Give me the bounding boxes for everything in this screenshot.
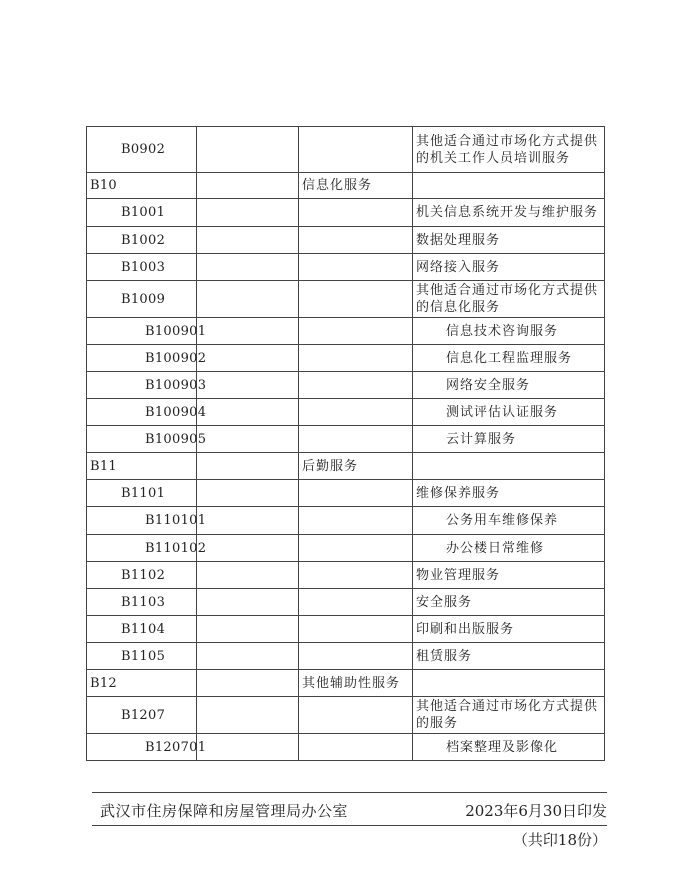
table-row <box>87 535 605 562</box>
code-cell: B1001 <box>87 199 197 227</box>
code-cell: B12 <box>87 670 197 697</box>
table-row <box>87 372 605 399</box>
table-row <box>87 507 605 535</box>
service-name-cell: 其他适合通过市场化方式提供的信息化服务 <box>413 281 605 318</box>
empty-cell <box>197 127 299 173</box>
code-cell: B1102 <box>87 562 197 589</box>
table-row <box>87 281 605 318</box>
service-name-cell: 机关信息系统开发与维护服务 <box>413 199 605 227</box>
service-catalog-table <box>86 126 605 761</box>
service-name-cell: 物业管理服务 <box>413 562 605 589</box>
code-cell: B100901 <box>87 318 197 345</box>
empty-cell <box>197 281 299 318</box>
code-cell: B100904 <box>87 399 197 426</box>
service-name-cell: 办公楼日常维修 <box>413 535 605 562</box>
service-name-cell: 网络安全服务 <box>413 372 605 399</box>
service-name-cell: 网络接入服务 <box>413 254 605 281</box>
table-row <box>87 562 605 589</box>
empty-cell <box>197 480 299 507</box>
code-cell: B10 <box>87 173 197 199</box>
empty-cell <box>197 453 299 480</box>
footer-divider-top <box>92 792 607 793</box>
table-row <box>87 127 605 173</box>
empty-cell <box>197 589 299 616</box>
empty-cell <box>197 535 299 562</box>
code-cell: B1105 <box>87 643 197 670</box>
table-row <box>87 254 605 281</box>
service-name-cell: 信息技术咨询服务 <box>413 318 605 345</box>
service-name-cell: 测试评估认证服务 <box>413 399 605 426</box>
table-row <box>87 589 605 616</box>
table-row <box>87 426 605 453</box>
service-name-cell: 其他适合通过市场化方式提供的服务 <box>413 697 605 734</box>
footer-copies: （共印18份） <box>512 831 607 849</box>
code-cell: B110102 <box>87 535 197 562</box>
footer-divider-bottom <box>92 825 607 826</box>
empty-cell <box>197 426 299 453</box>
category-cell <box>299 345 413 372</box>
category-cell <box>299 697 413 734</box>
service-name-cell: 信息化工程监理服务 <box>413 345 605 372</box>
table-row <box>87 199 605 227</box>
table-row <box>87 734 605 761</box>
category-cell <box>299 127 413 173</box>
footer-date: 2023年6月30日印发 <box>465 802 607 820</box>
table-row <box>87 318 605 345</box>
table-row <box>87 173 605 199</box>
category-cell <box>299 480 413 507</box>
category-cell <box>299 318 413 345</box>
category-cell: 其他辅助性服务 <box>299 670 413 697</box>
category-cell <box>299 734 413 761</box>
empty-cell <box>197 643 299 670</box>
table-row <box>87 227 605 254</box>
code-cell: B1207 <box>87 697 197 734</box>
service-name-cell: 档案整理及影像化 <box>413 734 605 761</box>
empty-cell <box>197 372 299 399</box>
code-cell: B1003 <box>87 254 197 281</box>
category-cell <box>299 254 413 281</box>
category-cell <box>299 426 413 453</box>
empty-cell <box>197 227 299 254</box>
empty-cell <box>197 318 299 345</box>
code-cell: B1104 <box>87 616 197 643</box>
category-cell <box>299 535 413 562</box>
table-row <box>87 453 605 480</box>
code-cell: B1002 <box>87 227 197 254</box>
empty-cell <box>197 345 299 372</box>
empty-cell <box>197 254 299 281</box>
code-cell: B11 <box>87 453 197 480</box>
service-name-cell <box>413 173 605 199</box>
code-cell: B110101 <box>87 507 197 535</box>
code-cell: B100905 <box>87 426 197 453</box>
empty-cell <box>197 173 299 199</box>
table-row <box>87 697 605 734</box>
category-cell <box>299 589 413 616</box>
category-cell <box>299 372 413 399</box>
service-name-cell: 公务用车维修保养 <box>413 507 605 535</box>
table-row <box>87 399 605 426</box>
service-name-cell: 其他适合通过市场化方式提供的机关工作人员培训服务 <box>413 127 605 173</box>
category-cell <box>299 227 413 254</box>
service-name-cell: 安全服务 <box>413 589 605 616</box>
service-name-cell: 云计算服务 <box>413 426 605 453</box>
category-cell <box>299 616 413 643</box>
category-cell <box>299 199 413 227</box>
table-row <box>87 643 605 670</box>
category-cell <box>299 399 413 426</box>
code-cell: B100902 <box>87 345 197 372</box>
code-cell: B0902 <box>87 127 197 173</box>
category-cell <box>299 281 413 318</box>
service-name-cell: 租赁服务 <box>413 643 605 670</box>
service-name-cell: 维修保养服务 <box>413 480 605 507</box>
empty-cell <box>197 697 299 734</box>
code-cell: B100903 <box>87 372 197 399</box>
code-cell: B1009 <box>87 281 197 318</box>
code-cell: B1101 <box>87 480 197 507</box>
empty-cell <box>197 507 299 535</box>
empty-cell <box>197 734 299 761</box>
category-cell <box>299 507 413 535</box>
category-cell: 信息化服务 <box>299 173 413 199</box>
empty-cell <box>197 399 299 426</box>
empty-cell <box>197 616 299 643</box>
empty-cell <box>197 670 299 697</box>
service-name-cell: 数据处理服务 <box>413 227 605 254</box>
footer-issuer: 武汉市住房保障和房屋管理局办公室 <box>100 802 349 820</box>
service-name-cell <box>413 670 605 697</box>
table-row <box>87 480 605 507</box>
service-name-cell <box>413 453 605 480</box>
category-cell <box>299 562 413 589</box>
category-cell: 后勤服务 <box>299 453 413 480</box>
empty-cell <box>197 562 299 589</box>
empty-cell <box>197 199 299 227</box>
category-cell <box>299 643 413 670</box>
service-name-cell: 印刷和出版服务 <box>413 616 605 643</box>
table-row <box>87 345 605 372</box>
code-cell: B120701 <box>87 734 197 761</box>
table-row <box>87 670 605 697</box>
code-cell: B1103 <box>87 589 197 616</box>
catalog-body <box>87 127 605 761</box>
table-row <box>87 616 605 643</box>
